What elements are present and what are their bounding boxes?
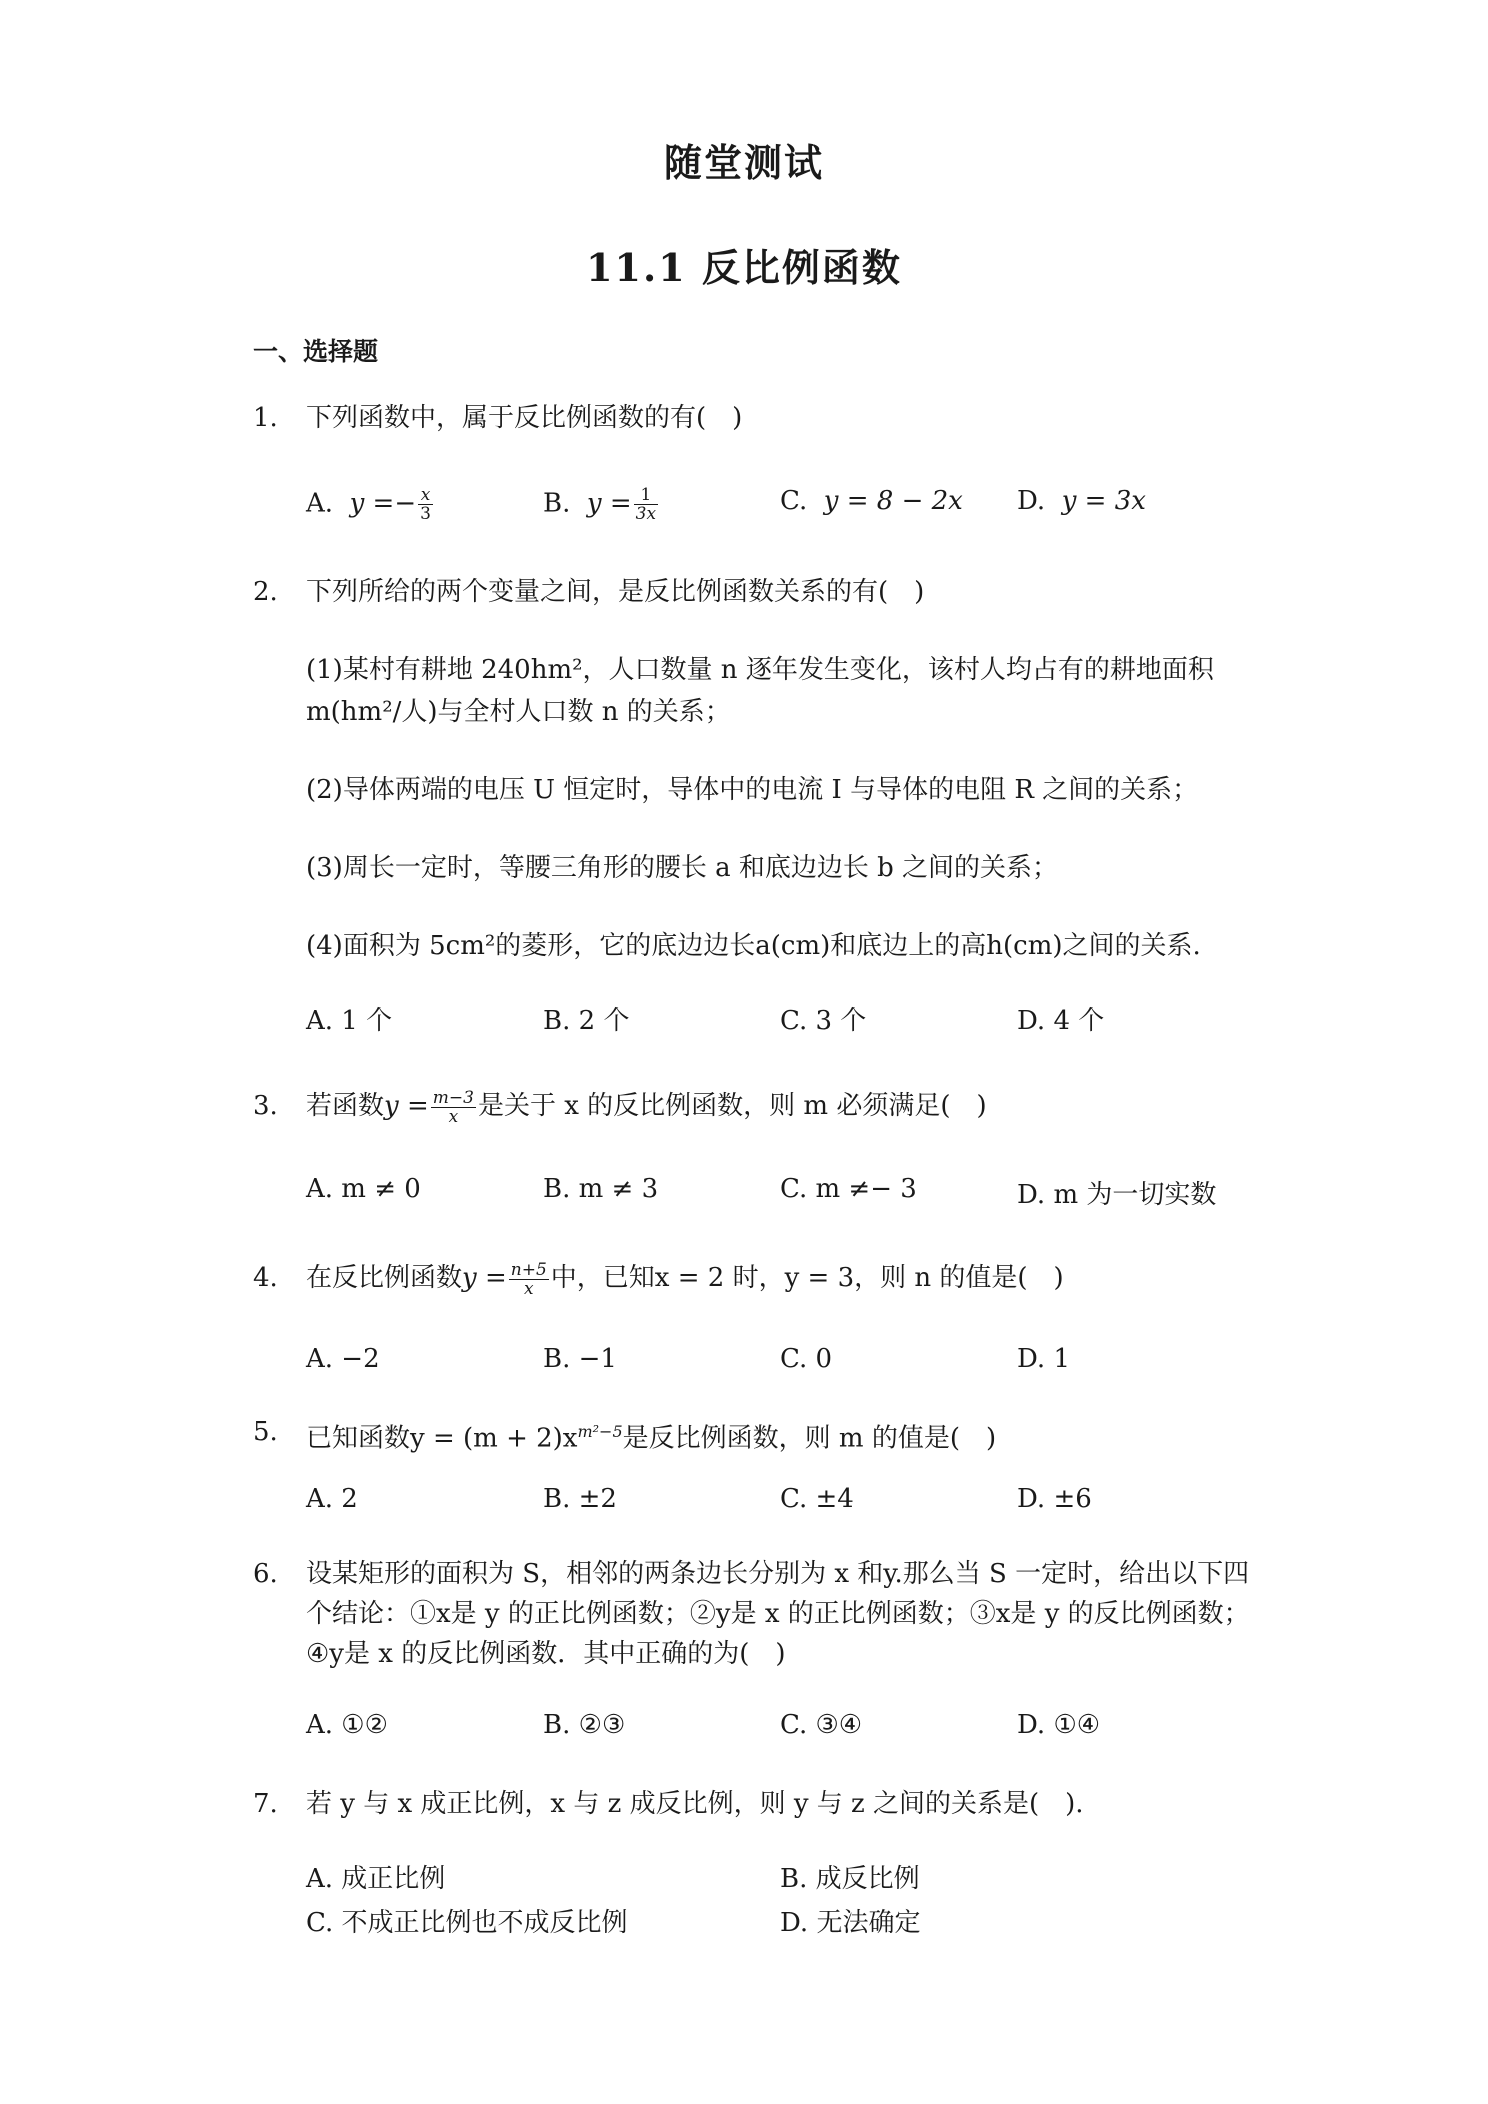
question-3 [253, 1086, 1253, 1126]
question-number: 3. [253, 1091, 278, 1121]
question-6-options [306, 1710, 1266, 1754]
question-text: 若函数y = $\frac{m-3}{x}$ 是关于 x 的反比例函数，则 m 必须满足( ) [306, 1087, 987, 1127]
question-4 [253, 1258, 1253, 1298]
question-1-options [306, 486, 1266, 530]
option-a: A. 2 [306, 1484, 358, 1514]
option-c: C. ±4 [780, 1484, 854, 1514]
page-subtitle: 11.1 反比例函数 [586, 245, 902, 290]
question-number: 4. [253, 1263, 278, 1293]
option-c: C. ③④ [780, 1710, 863, 1740]
question-5-options [306, 1484, 1266, 1528]
question-number: 6. [253, 1559, 278, 1589]
question-5 [253, 1412, 1253, 1459]
option-a: A. ①② [306, 1710, 388, 1740]
option-b: B. −1 [543, 1344, 617, 1374]
question-number: 5. [253, 1417, 278, 1447]
question-text: 已知函数$y = (m + 2)x^{m^2-5}$是反比例函数，则 m 的值是( ) [306, 1422, 997, 1454]
option-d: D. y = 3x [1017, 486, 1146, 516]
question-text-line-2: 个结论：①x是 y 的正比例函数；②y是 x 的正比例函数；③x是 y 的反比例函数； [306, 1599, 1250, 1629]
condition-2: (2)导体两端的电压 U 恒定时，导体中的电流 I 与导体的电阻 R 之间的关系； [306, 775, 1199, 805]
question-1 [253, 398, 1253, 438]
option-c: C. 3 个 [780, 1006, 867, 1036]
question-text: 下列所给的两个变量之间，是反比例函数关系的有( ) [306, 577, 925, 607]
question-number: 1. [253, 403, 278, 433]
option-b: B. ②③ [543, 1710, 626, 1740]
option-b: B. 成反比例 [780, 1864, 920, 1894]
option-a: A. 成正比例 [306, 1864, 446, 1894]
option-c: C. 不成正比例也不成反比例 [306, 1908, 628, 1938]
option-c: C. m ≠− 3 [780, 1174, 917, 1204]
option-d: D. ①④ [1017, 1710, 1101, 1740]
question-7-options-row-2 [306, 1902, 1266, 1946]
question-2-options [306, 1000, 1266, 1044]
section-heading: 一、选择题 [253, 337, 379, 366]
option-d: D. ±6 [1017, 1484, 1092, 1514]
question-number: 7. [253, 1789, 278, 1819]
condition-1-line-1: (1)某村有耕地 240hm²，人口数量 n 逐年发生变化，该村人均占有的耕地面积 [306, 655, 1214, 685]
condition-1-line-2: m(hm²/人)与全村人口数 n 的关系； [306, 697, 731, 727]
question-text: 在反比例函数y = $\frac{n+5}{x}$ 中，已知x = 2 时，y = 3，则 n 的值是( ) [306, 1259, 1064, 1299]
option-a: A. −2 [306, 1344, 380, 1374]
option-d: D. 1 [1017, 1344, 1070, 1374]
question-text: 若 y 与 x 成正比例，x 与 z 成反比例，则 y 与 z 之间的关系是( ). [306, 1789, 1084, 1819]
option-a: A. y =− $\frac{x}{3}$ [306, 485, 431, 524]
option-d: D. m 为一切实数 [1017, 1180, 1217, 1210]
question-3-options [306, 1174, 1266, 1218]
option-b: B. y = $\frac{1}{3x}$ [543, 485, 657, 524]
option-b: B. 2 个 [543, 1006, 630, 1036]
option-a: A. 1 个 [306, 1006, 393, 1036]
option-c: C. 0 [780, 1344, 833, 1374]
option-d: D. 无法确定 [780, 1908, 921, 1938]
question-text: 下列函数中，属于反比例函数的有( ) [306, 403, 743, 433]
page-title: 随堂测试 [663, 140, 824, 185]
question-6 [253, 1554, 1253, 1674]
option-b: B. m ≠ 3 [543, 1174, 659, 1204]
option-c: C. y = 8 − 2x [780, 486, 963, 516]
question-7-options-row-1 [306, 1858, 1266, 1902]
question-number: 2. [253, 577, 278, 607]
question-4-options [306, 1344, 1266, 1388]
option-b: B. ±2 [543, 1484, 617, 1514]
question-text-line-3: ④y是 x 的反比例函数．其中正确的为( ) [306, 1639, 786, 1669]
condition-4: (4)面积为 5cm²的菱形，它的底边边长a(cm)和底边上的高h(cm)之间的关系. [306, 931, 1201, 961]
option-d: D. 4 个 [1017, 1006, 1105, 1036]
question-7 [253, 1784, 1253, 1824]
condition-3: (3)周长一定时，等腰三角形的腰长 a 和底边边长 b 之间的关系； [306, 853, 1059, 883]
question-2 [253, 572, 1253, 612]
option-a: A. m ≠ 0 [306, 1174, 421, 1204]
question-text-line-1: 设某矩形的面积为 S，相邻的两条边长分别为 x 和y.那么当 S 一定时，给出以下四 [306, 1559, 1250, 1589]
